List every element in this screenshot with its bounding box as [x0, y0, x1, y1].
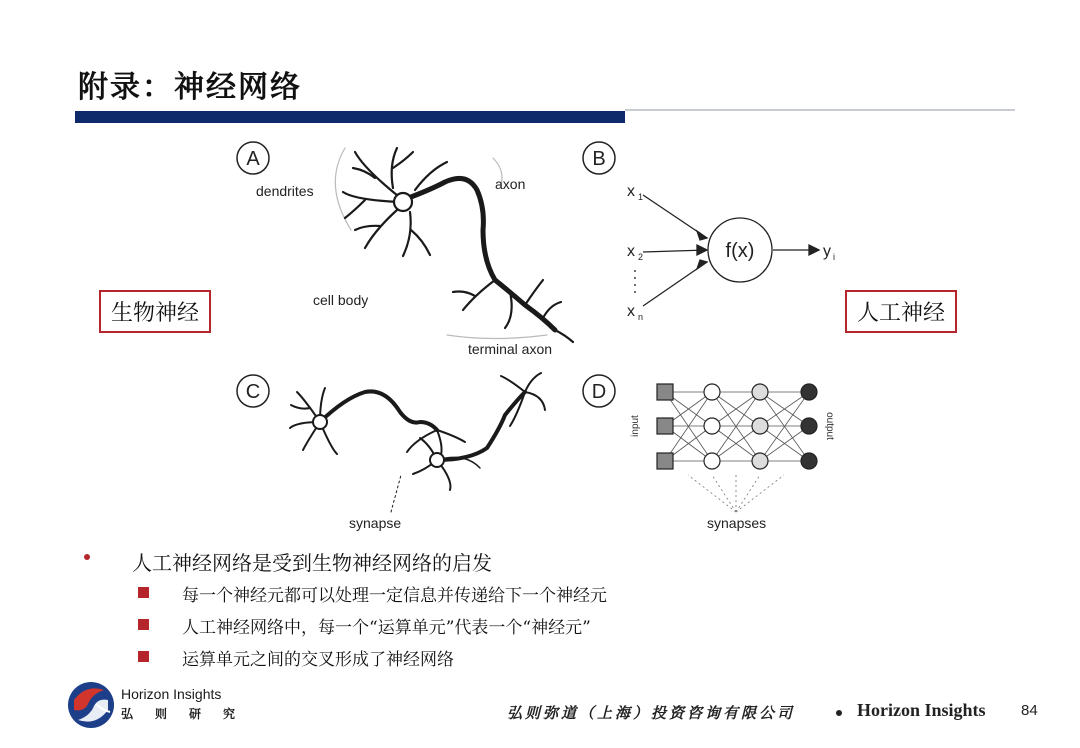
bullet-sub-text: 人工神经网络中，每一个“运算单元”代表一个“神经元”	[182, 618, 591, 638]
panel-d-letter: D	[591, 381, 607, 403]
neuron-drawing-a	[335, 148, 573, 342]
input-x2-label: x	[627, 243, 635, 260]
cell-body-label: cell body	[313, 292, 369, 308]
function-label: f(x)	[725, 240, 755, 262]
panel-a-letter: A	[246, 148, 260, 170]
input-x2-sub: 2	[638, 252, 644, 262]
bullet-list	[80, 544, 980, 674]
synapse-label: synapse	[349, 515, 402, 531]
output-y-label: y	[823, 243, 831, 260]
bullet-sub-item	[80, 610, 980, 642]
neuron-drawing-c	[290, 373, 545, 512]
output-y-sub: i	[833, 252, 835, 262]
input-xn-label: x	[627, 303, 635, 320]
page-title: 附录：神经网络	[78, 70, 302, 105]
title-underline-rule	[625, 109, 1015, 111]
synapses-label: synapses	[707, 515, 767, 531]
panel-b-letter: B	[592, 148, 606, 170]
bullet-main-item	[80, 544, 980, 578]
output-layer-label: output	[824, 412, 835, 440]
input-xn-sub: n	[638, 312, 644, 322]
footer-brand-right: Horizon Insights	[857, 700, 986, 720]
input-layer-label: input	[630, 415, 641, 437]
axon-label: axon	[495, 176, 526, 192]
title-underline-bar	[75, 111, 625, 123]
footer-brand-chinese: 弘则研究	[121, 707, 258, 721]
bullet-square-icon	[138, 587, 149, 598]
artificial-neuron-tag: 人工神经	[845, 290, 957, 333]
bullet-sub-text: 运算单元之间的交叉形成了神经网络	[182, 650, 454, 670]
panel-c-letter: C	[245, 381, 261, 403]
biological-neuron-tag: 生物神经	[99, 290, 211, 333]
bullet-square-icon	[138, 619, 149, 630]
bullet-sub-text: 每一个神经元都可以处理一定信息并传递给下一个神经元	[182, 586, 607, 606]
footer-company-name: 弘则弥道（上海）投资咨询有限公司	[507, 704, 796, 722]
bullet-main-text: 人工神经网络是受到生物神经网络的启发	[132, 551, 492, 575]
neural-network-figure	[225, 130, 865, 540]
horizon-logo-icon	[66, 680, 116, 730]
bullet-square-icon	[138, 651, 149, 662]
footer-brand-english: Horizon Insights	[121, 686, 222, 702]
page-number: 84	[1021, 702, 1038, 719]
figure-drawing	[225, 130, 865, 540]
bullet-dot-icon	[84, 554, 90, 560]
bullet-sub-item	[80, 642, 980, 674]
terminal-axon-label: terminal axon	[468, 341, 553, 357]
network-diagram-d	[657, 384, 817, 512]
footer-separator-dot	[836, 710, 842, 716]
input-x1-sub: 1	[638, 192, 644, 202]
dendrites-label: dendrites	[256, 183, 314, 199]
input-x1-label: x	[627, 183, 635, 200]
bullet-sub-item	[80, 578, 980, 610]
